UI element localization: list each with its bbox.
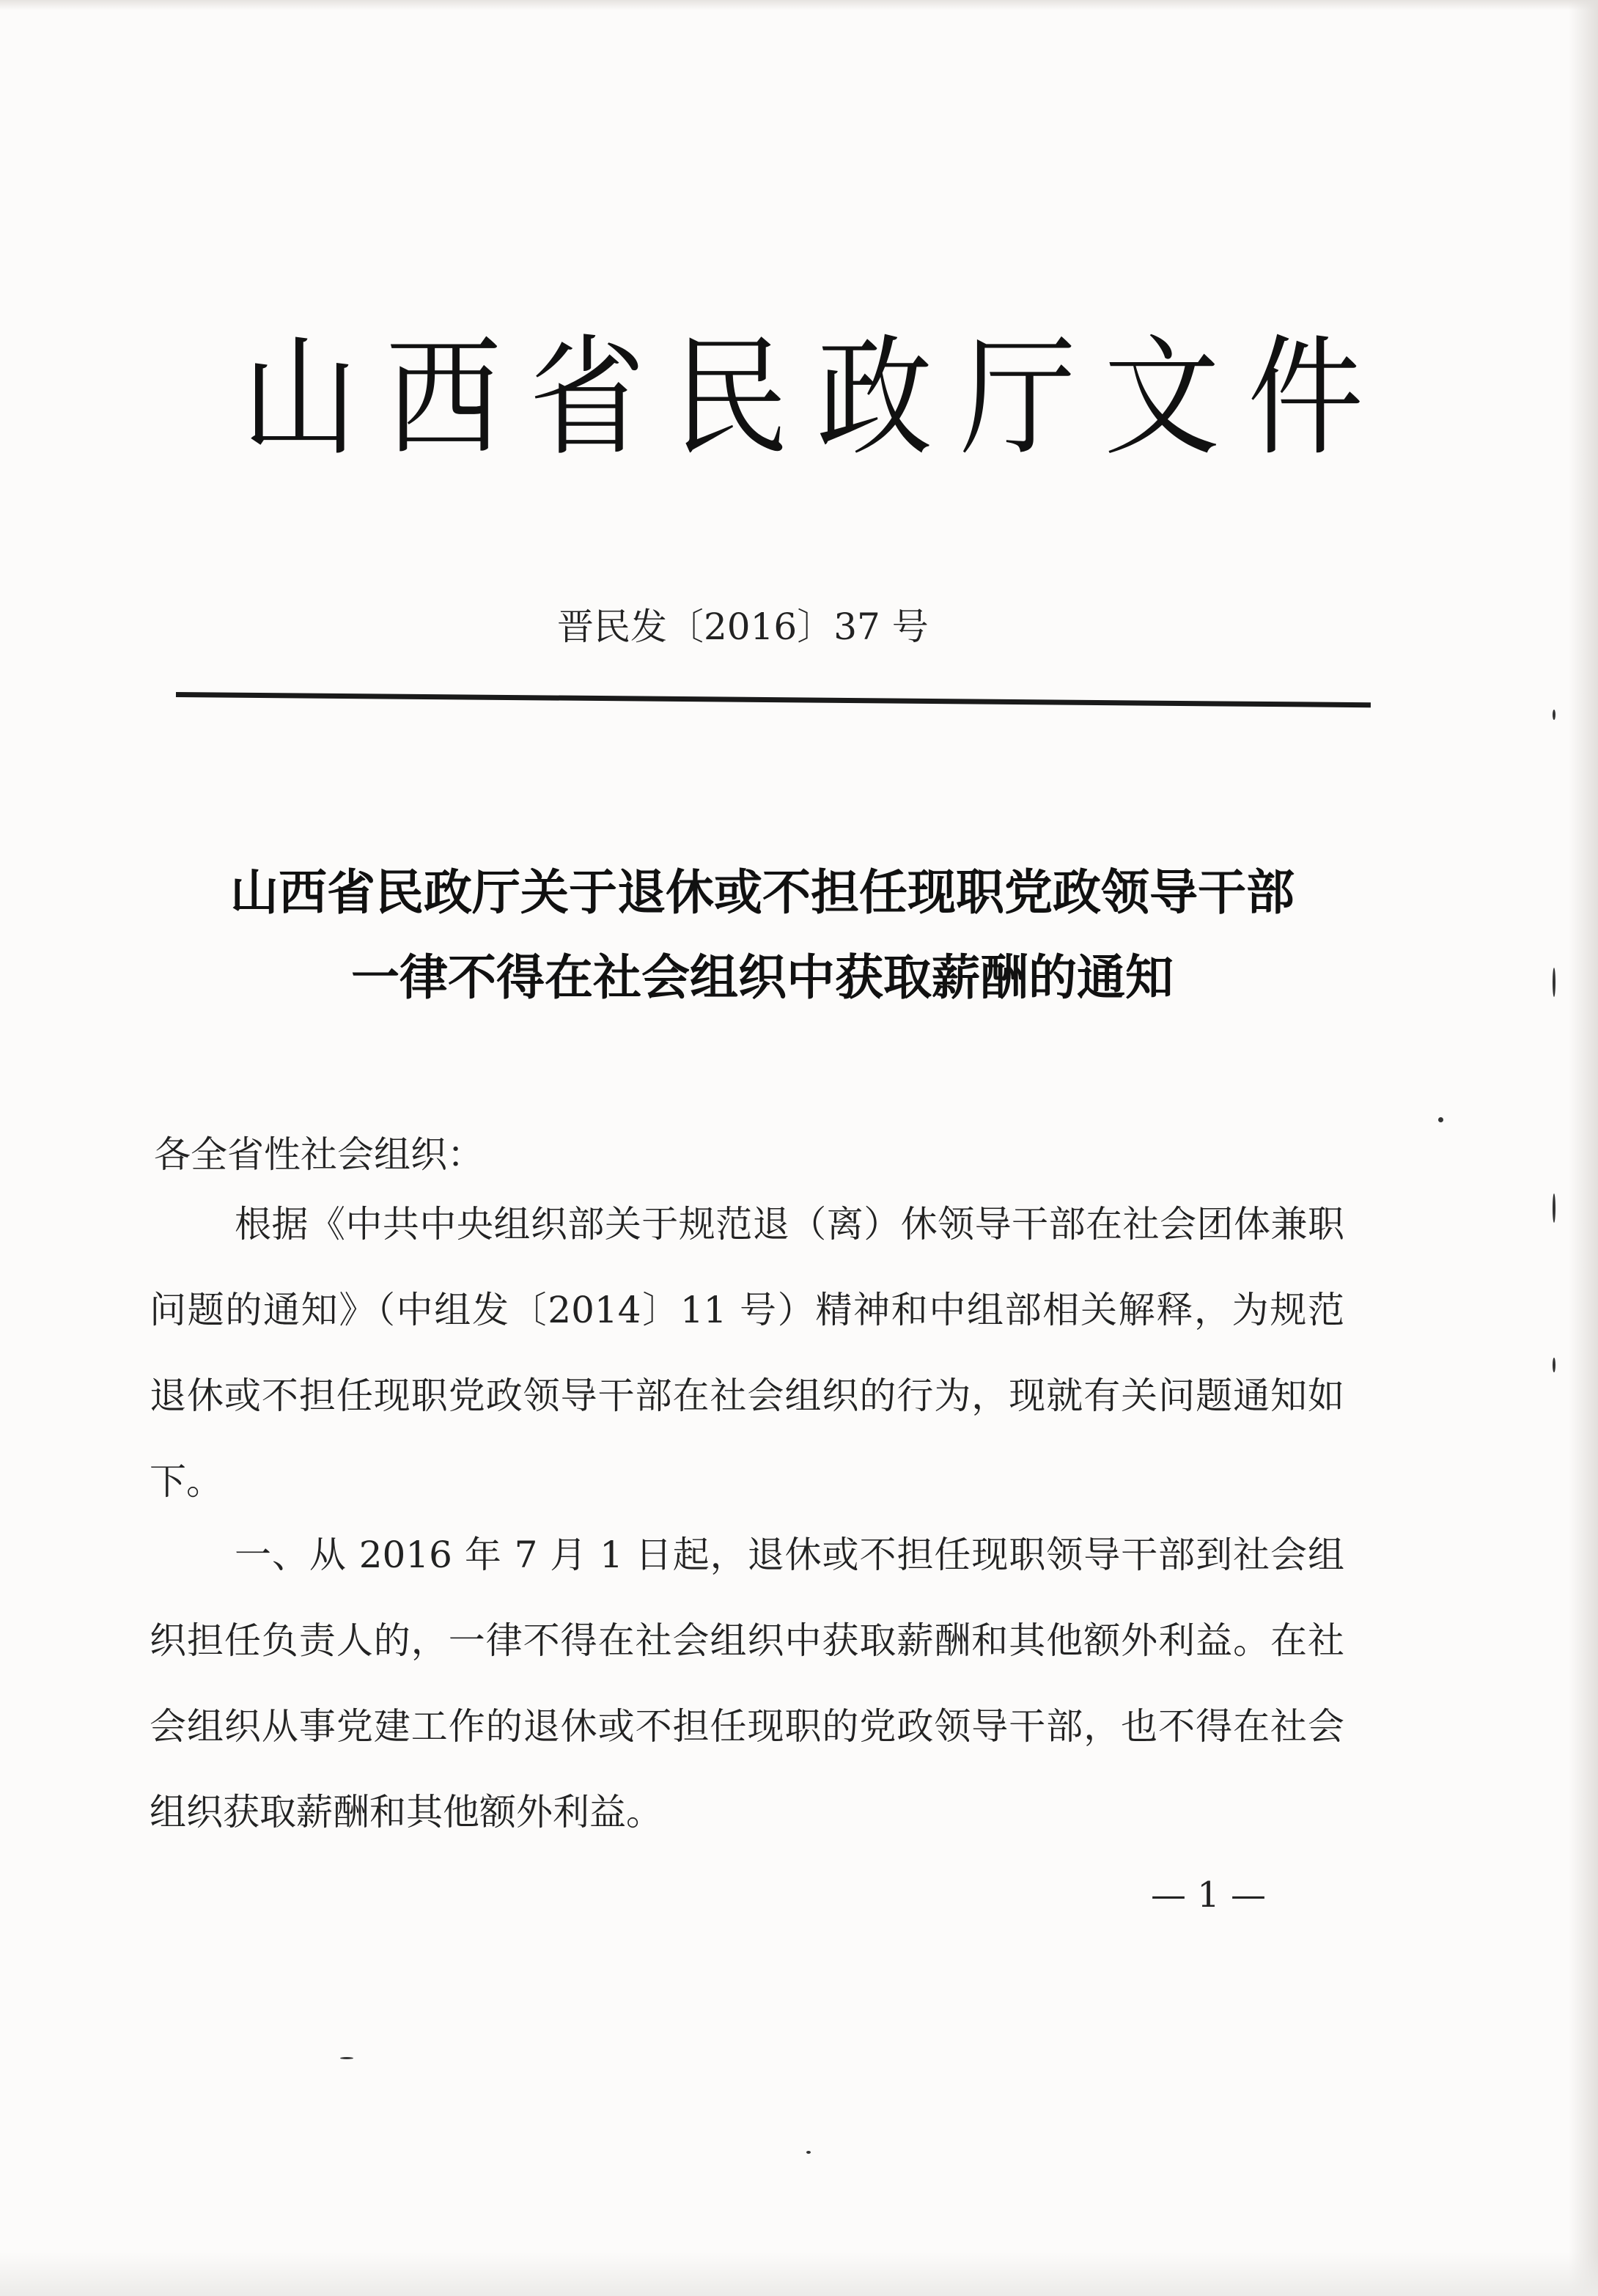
addressee: 各全省性社会组织： <box>154 1133 484 1176</box>
document-header-title: 山西省民政厅文件 <box>242 323 1391 474</box>
scan-speck <box>1438 1117 1443 1122</box>
scan-speck <box>1553 1358 1555 1372</box>
scan-speck <box>1553 968 1555 997</box>
notice-title <box>154 850 1371 1020</box>
scan-speck <box>806 2151 811 2154</box>
notice-title-line-1: 山西省民政厅关于退休或不担任现职党政领导干部 <box>230 864 1295 921</box>
notice-title-line-2: 一律不得在社会组织中获取薪酬的通知 <box>351 949 1174 1006</box>
scan-speck <box>1553 1193 1555 1223</box>
document-number: 晋民发〔2016〕37 号 <box>557 606 929 648</box>
scan-speck <box>1553 710 1555 720</box>
scan-speck <box>340 2057 353 2059</box>
scan-shadow-right <box>1569 0 1598 2296</box>
scan-shadow-bottom <box>0 2252 1598 2296</box>
paragraph-2: 一、从 2016 年 7 月 1 日起，退休或不担任现职领导干部到社会组织担任负责人的，一律不得在社会组织中获取薪酬和其他额外利益。在社会组织从事党建工作的退休或不担任现职的党政领导干部，也不得在社会组织获取薪酬和其他额外利益。 <box>150 1534 1344 1833</box>
scan-shadow-top <box>0 0 1598 10</box>
paragraph-1: 根据《中共中央组织部关于规范退（离）休领导干部在社会团体兼职问题的通知》（中组发〔2014〕11 号）精神和中组部相关解释，为规范退休或不担任现职党政领导干部在社会组织的行为，现就有关问题通知如下。 <box>150 1203 1344 1503</box>
page-number: — 1 — <box>1151 1874 1267 1916</box>
header-divider-line <box>176 692 1371 707</box>
